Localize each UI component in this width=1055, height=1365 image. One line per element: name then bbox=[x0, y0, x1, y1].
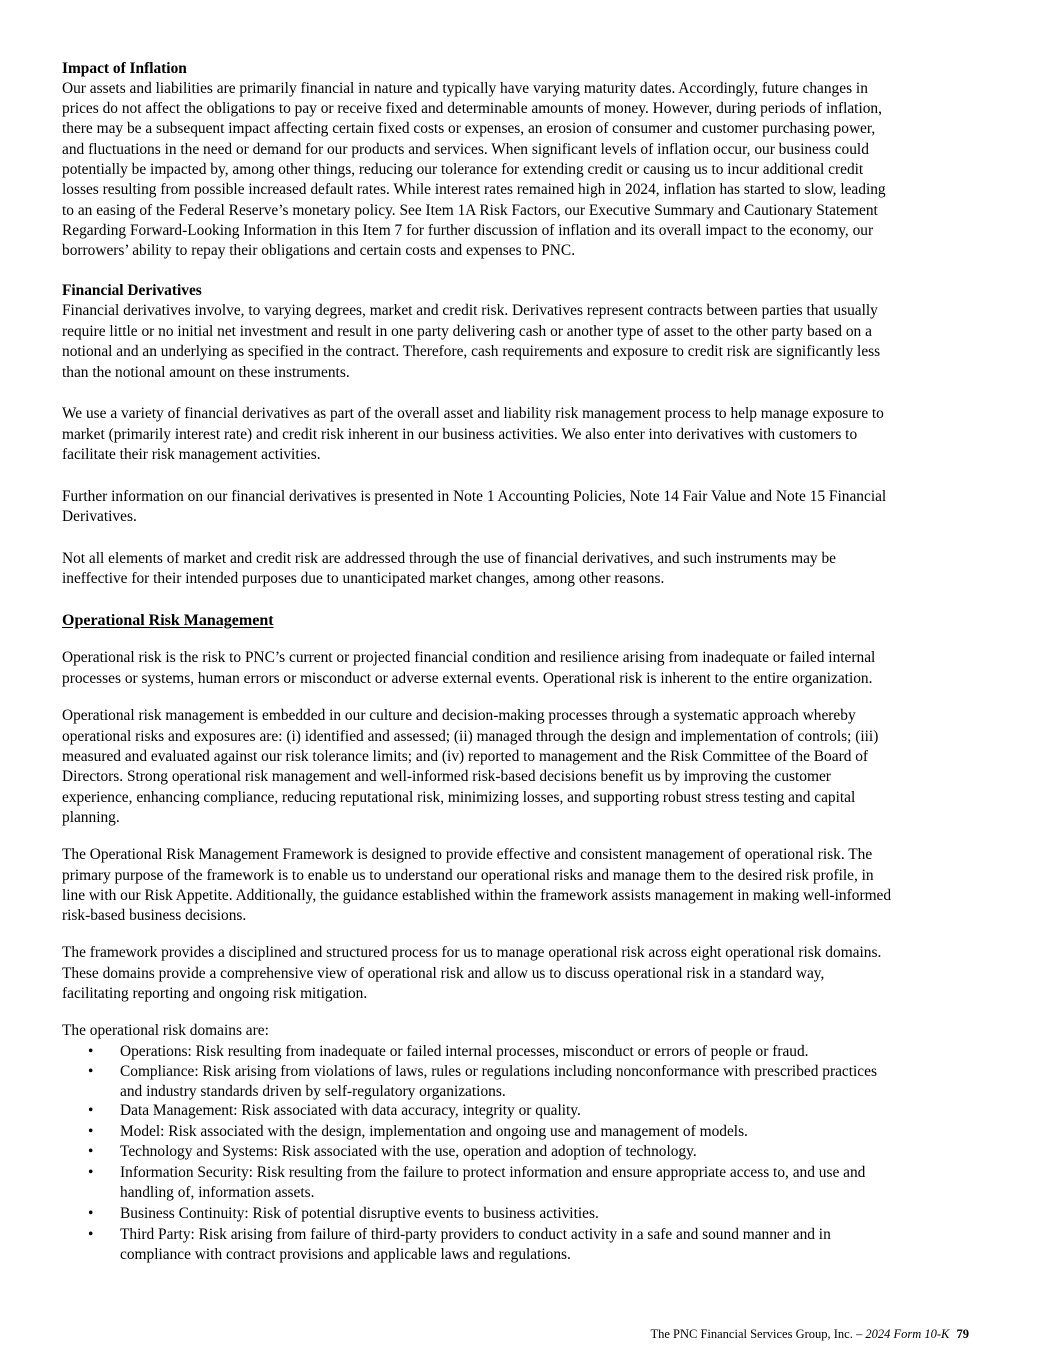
section-heading-inflation: Impact of Inflation bbox=[62, 60, 187, 77]
bullet-marker: • bbox=[88, 1063, 94, 1080]
footer-form: 2024 Form 10-K bbox=[865, 1327, 950, 1341]
list-item: Compliance: Risk arising from violations of laws, rules or regulations including nonconformance with prescribed practices bbox=[120, 1063, 877, 1080]
paragraph-line: facilitating reporting and ongoing risk mitigation. bbox=[62, 985, 368, 1002]
list-item: Data Management: Risk associated with data accuracy, integrity or quality. bbox=[120, 1102, 581, 1119]
paragraph-line: The operational risk domains are: bbox=[62, 1022, 269, 1039]
section-heading-operational-risk: Operational Risk Management bbox=[62, 612, 274, 629]
paragraph-line: than the notional amount on these instruments. bbox=[62, 364, 350, 381]
list-item: Operations: Risk resulting from inadequate or failed internal processes, misconduct or errors of people or fraud. bbox=[120, 1043, 809, 1060]
paragraph-line: Operational risk management is embedded in our culture and decision-making processes through a systematic approach whereby bbox=[62, 707, 856, 724]
section-heading-derivatives: Financial Derivatives bbox=[62, 282, 202, 299]
paragraph-line: losses resulting from possible increased default rates. While interest rates remained high in 2024, inflation has started to slow, leading bbox=[62, 181, 886, 198]
page-footer bbox=[650, 1325, 969, 1343]
paragraph-line: primary purpose of the framework is to enable us to understand our operational risks and manage them to the desired risk profile, in bbox=[62, 867, 874, 884]
paragraph-line: notional and an underlying as specified in the contract. Therefore, cash requirements and exposure to credit risk are significantly less bbox=[62, 343, 881, 360]
paragraph-line: market (primarily interest rate) and credit risk inherent in our business activities. We also enter into derivatives with customers to bbox=[62, 426, 858, 443]
paragraph-line: operational risks and exposures are: (i) identified and assessed; (ii) managed through the design and implementation of controls; (iii) bbox=[62, 728, 879, 745]
bullet-marker: • bbox=[88, 1102, 94, 1119]
paragraph-line: borrowers’ ability to repay their obligations and certain costs and expenses to PNC. bbox=[62, 242, 576, 259]
paragraph-line: The framework provides a disciplined and structured process for us to manage operational risk across eight operational risk domains. bbox=[62, 944, 882, 961]
list-item: Third Party: Risk arising from failure of third-party providers to conduct activity in a safe and sound manner and in bbox=[120, 1226, 831, 1243]
paragraph-line: planning. bbox=[62, 809, 120, 826]
paragraph-line: Further information on our financial derivatives is presented in Note 1 Accounting Policies, Note 14 Fair Value and Note 15 Financial bbox=[62, 488, 887, 505]
bullet-marker: • bbox=[88, 1123, 94, 1140]
paragraph-line: ineffective for their intended purposes due to unanticipated market changes, among other reasons. bbox=[62, 570, 665, 587]
paragraph-line: prices do not affect the obligations to pay or receive fixed and determinable amounts of money. However, during periods of inflation, bbox=[62, 100, 882, 117]
paragraph-line: measured and evaluated against our risk tolerance limits; and (iv) reported to management and the Risk Committee of the Board of bbox=[62, 748, 869, 765]
paragraph-line: Derivatives. bbox=[62, 508, 137, 525]
paragraph-line: The Operational Risk Management Framework is designed to provide effective and consistent management of operational risk. The bbox=[62, 846, 873, 863]
list-item: Technology and Systems: Risk associated with the use, operation and adoption of technology. bbox=[120, 1143, 697, 1160]
bullet-marker: • bbox=[88, 1164, 94, 1181]
paragraph-line: Our assets and liabilities are primarily financial in nature and typically have varying maturity dates. Accordingly, future changes in bbox=[62, 80, 868, 97]
bullet-marker: • bbox=[88, 1043, 94, 1060]
paragraph-line: processes or systems, human errors or misconduct or adverse external events. Operational risk is inherent to the entire organization. bbox=[62, 670, 873, 687]
list-item: Business Continuity: Risk of potential disruptive events to business activities. bbox=[120, 1205, 599, 1222]
paragraph-line: require little or no initial net investment and result in one party delivering cash or another type of asset to the other party based on a bbox=[62, 323, 872, 340]
list-item-continuation: handling of, information assets. bbox=[120, 1184, 315, 1201]
bullet-marker: • bbox=[88, 1143, 94, 1160]
list-item: Information Security: Risk resulting from the failure to protect information and ensure appropriate access to, and use and bbox=[120, 1164, 866, 1181]
paragraph-line: there may be a subsequent impact affecting certain fixed costs or expenses, an erosion of consumer and customer purchasing power, bbox=[62, 120, 876, 137]
list-item-continuation: and industry standards driven by self-regulatory organizations. bbox=[120, 1083, 506, 1100]
paragraph-line: experience, enhancing compliance, reducing reputational risk, minimizing losses, and supporting robust stress testing and capital bbox=[62, 789, 856, 806]
paragraph-line: and fluctuations in the need or demand for our products and services. When significant levels of inflation occur, our business could bbox=[62, 141, 869, 158]
paragraph-line: facilitate their risk management activities. bbox=[62, 446, 321, 463]
paragraph-line: to an easing of the Federal Reserve’s monetary policy. See Item 1A Risk Factors, our Executive Summary and Cautionary Statement bbox=[62, 202, 878, 219]
bullet-marker: • bbox=[88, 1205, 94, 1222]
paragraph-line: These domains provide a comprehensive view of operational risk and allow us to discuss operational risk in a standard way, bbox=[62, 965, 825, 982]
list-item: Model: Risk associated with the design, implementation and ongoing use and management of models. bbox=[120, 1123, 748, 1140]
paragraph-line: risk-based business decisions. bbox=[62, 907, 247, 924]
paragraph-line: line with our Risk Appetite. Additionally, the guidance established within the framework assists management in making well-informed bbox=[62, 887, 892, 904]
paragraph-line: Operational risk is the risk to PNC’s current or projected financial condition and resilience arising from inadequate or failed internal bbox=[62, 649, 876, 666]
footer-company: The PNC Financial Services Group, Inc. – bbox=[650, 1327, 863, 1341]
list-item-continuation: compliance with contract provisions and applicable laws and regulations. bbox=[120, 1246, 571, 1263]
paragraph-line: We use a variety of financial derivatives as part of the overall asset and liability risk management process to help manage exposure to bbox=[62, 405, 884, 422]
paragraph-line: Financial derivatives involve, to varying degrees, market and credit risk. Derivatives represent contracts between parties that usually bbox=[62, 302, 878, 319]
paragraph-line: potentially be impacted by, among other things, reducing our tolerance for extending credit or causing us to incur additional credit bbox=[62, 161, 864, 178]
bullet-marker: • bbox=[88, 1226, 94, 1243]
paragraph-line: Directors. Strong operational risk management and well-informed risk-based decisions benefit us by improving the customer bbox=[62, 768, 831, 785]
paragraph-line: Not all elements of market and credit risk are addressed through the use of financial derivatives, and such instruments may be bbox=[62, 550, 836, 567]
page-number: 79 bbox=[956, 1327, 969, 1341]
paragraph-line: Regarding Forward-Looking Information in this Item 7 for further discussion of inflation and its overall impact to the economy, our bbox=[62, 222, 874, 239]
